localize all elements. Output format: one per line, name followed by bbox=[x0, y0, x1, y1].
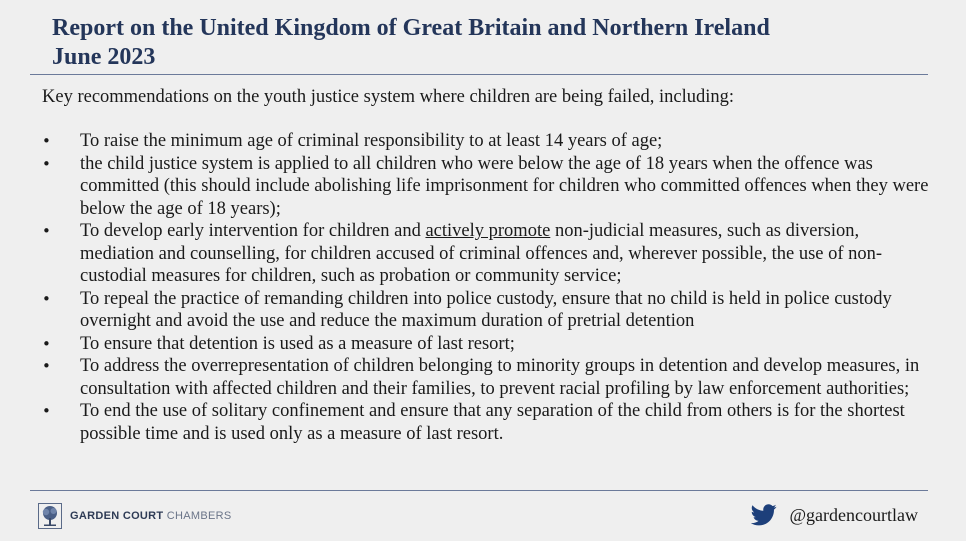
bullet-icon: • bbox=[42, 357, 51, 375]
list-item bbox=[42, 130, 932, 153]
list-item bbox=[42, 333, 932, 356]
text-segment: non-judicial measures, such as diversion, mediation and counselling, for children accused of criminal offences and, wherever possible, the use of non-custodial measures for children, such as probation or community service; bbox=[80, 221, 883, 286]
tree-icon bbox=[38, 503, 62, 529]
bullet-icon: • bbox=[42, 154, 51, 173]
list-item bbox=[42, 220, 932, 288]
list-item-text: To ensure that detention is used as a measure of last resort; bbox=[80, 333, 515, 354]
list-item-text bbox=[80, 221, 882, 286]
list-item bbox=[42, 288, 932, 333]
list-item bbox=[42, 400, 932, 445]
logo-bold-text: GARDEN COURT bbox=[70, 510, 164, 522]
list-item-text: To end the use of solitary confinement and ensure that any separation of the child from others is for the shortest possible time and is used only as a measure of last resort. bbox=[80, 401, 905, 444]
garden-court-logo bbox=[38, 503, 232, 529]
logo-wordmark bbox=[70, 510, 232, 522]
bullet-icon: • bbox=[42, 334, 51, 353]
recommendations-list bbox=[42, 130, 932, 445]
title-line-1: Report on the United Kingdom of Great Britain and Northern Ireland bbox=[52, 15, 770, 41]
list-item-text: To repeal the practice of remanding children into police custody, ensure that no child is held in police custody overnight and avoid the use and reduce the maximum duration of pretrial detention bbox=[80, 288, 892, 331]
twitter-icon bbox=[751, 504, 777, 526]
text-segment: To develop early intervention for children and bbox=[80, 221, 426, 241]
logo-light-text: CHAMBERS bbox=[166, 510, 232, 522]
top-divider bbox=[30, 74, 928, 75]
list-item bbox=[42, 355, 932, 400]
bullet-icon: • bbox=[42, 402, 51, 420]
twitter-link[interactable] bbox=[751, 504, 918, 526]
list-item bbox=[42, 153, 932, 221]
report-title bbox=[52, 14, 770, 72]
title-line-2: June 2023 bbox=[52, 44, 156, 70]
bottom-divider bbox=[30, 490, 928, 491]
underlined-text: actively promote bbox=[425, 221, 551, 241]
list-item-text: To address the overrepresentation of children belonging to minority groups in detention and develop measures, in consultation with affected children and their families, to prevent racial profiling by law enforcement authorities; bbox=[80, 356, 920, 399]
bullet-icon: • bbox=[42, 289, 51, 308]
list-item-text: the child justice system is applied to all children who were below the age of 18 years when the offence was committed (this should include abolishing life imprisonment for children who committed offences when they were below the age of 18 years); bbox=[80, 153, 929, 219]
list-item-text: To raise the minimum age of criminal responsibility to at least 14 years of age; bbox=[80, 131, 663, 151]
twitter-handle[interactable]: @gardencourtlaw bbox=[789, 504, 918, 525]
intro-text: Key recommendations on the youth justice system where children are being failed, including: bbox=[42, 87, 735, 107]
bullet-icon: • bbox=[42, 222, 51, 240]
bullet-icon: • bbox=[42, 132, 51, 150]
